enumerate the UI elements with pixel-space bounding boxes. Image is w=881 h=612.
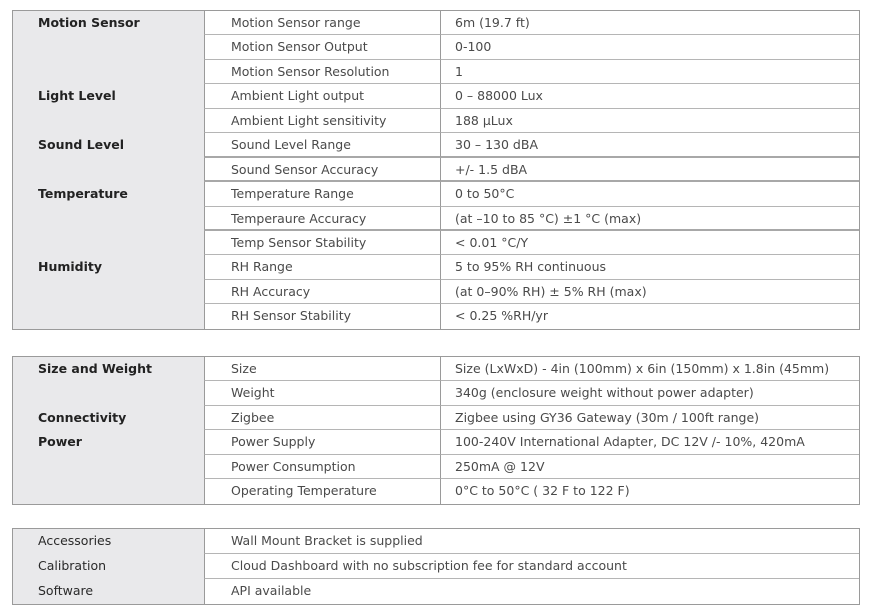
parameter-cell: Ambient Light output xyxy=(204,84,440,108)
parameter-cell: Temp Sensor Stability xyxy=(204,231,440,255)
category-label: Software xyxy=(38,583,94,598)
parameter-cell: Power Supply xyxy=(204,430,440,454)
table-row xyxy=(13,280,859,304)
table-row xyxy=(13,60,859,84)
category-label: Sound Level xyxy=(38,137,125,153)
value-cell: 0-100 xyxy=(440,35,859,59)
category-label: Power xyxy=(38,434,82,450)
parameter-cell: Cloud Dashboard with no subscription fee for standard account xyxy=(204,554,859,579)
category-label: Accessories xyxy=(38,533,112,548)
value-cell: 6m (19.7 ft) xyxy=(440,11,859,35)
physical-specs-table xyxy=(12,356,860,505)
category-label: Connectivity xyxy=(38,409,127,425)
table-row xyxy=(13,406,859,430)
table-row xyxy=(13,479,859,503)
parameter-cell: RH Range xyxy=(204,255,440,279)
parameter-cell: Zigbee xyxy=(204,406,440,430)
parameter-cell: Temperature Range xyxy=(204,182,440,206)
category-label: Light Level xyxy=(38,88,116,104)
category-label xyxy=(13,280,204,304)
category-label xyxy=(13,35,204,59)
table-row xyxy=(13,357,859,381)
table-row xyxy=(13,109,859,133)
value-cell: 250mA @ 12V xyxy=(440,455,859,479)
table-row xyxy=(13,231,859,255)
value-cell: 0°C to 50°C ( 32 F to 122 F) xyxy=(440,479,859,503)
parameter-cell: Weight xyxy=(204,381,440,405)
category-label xyxy=(13,479,204,503)
table-row xyxy=(13,158,859,182)
table-row xyxy=(13,381,859,405)
value-cell: 0 – 88000 Lux xyxy=(440,84,859,108)
parameter-cell: Operating Temperature xyxy=(204,479,440,503)
table-row xyxy=(13,11,859,35)
value-cell: 188 µLux xyxy=(440,109,859,133)
category-label xyxy=(13,304,204,328)
parameter-cell: Wall Mount Bracket is supplied xyxy=(204,529,859,554)
category-label xyxy=(13,381,204,405)
category-label: Motion Sensor xyxy=(38,15,140,30)
category-label: Humidity xyxy=(38,259,103,275)
value-cell: 100-240V International Adapter, DC 12V /- 10%, 420mA xyxy=(440,430,859,454)
category-label xyxy=(13,158,204,182)
table-row xyxy=(13,430,859,454)
table-row xyxy=(13,84,859,108)
value-cell: +/- 1.5 dBA xyxy=(440,158,859,182)
value-cell: 5 to 95% RH continuous xyxy=(440,255,859,279)
parameter-cell: Motion Sensor Resolution xyxy=(204,60,440,84)
category-label xyxy=(13,207,204,231)
table-row xyxy=(13,133,859,157)
value-cell: < 0.25 %RH/yr xyxy=(440,304,859,328)
parameter-cell: RH Accuracy xyxy=(204,280,440,304)
parameter-cell: Sound Sensor Accuracy xyxy=(204,158,440,182)
parameter-cell: Motion Sensor Output xyxy=(204,35,440,59)
category-label: Temperature xyxy=(38,186,128,202)
value-cell: < 0.01 °C/Y xyxy=(440,231,859,255)
extras-table xyxy=(12,528,860,605)
category-label xyxy=(13,231,204,255)
parameter-cell: API available xyxy=(204,579,859,604)
category-label xyxy=(13,109,204,133)
table-row xyxy=(13,255,859,279)
parameter-cell: Sound Level Range xyxy=(204,133,440,157)
value-cell: Zigbee using GY36 Gateway (30m / 100ft range) xyxy=(440,406,859,430)
value-cell: (at 0–90% RH) ± 5% RH (max) xyxy=(440,280,859,304)
table-row xyxy=(13,529,859,554)
parameter-cell: Temperaure Accuracy xyxy=(204,207,440,231)
table-row xyxy=(13,304,859,328)
table-row xyxy=(13,554,859,579)
value-cell: 0 to 50°C xyxy=(440,182,859,206)
table-row xyxy=(13,35,859,59)
parameter-cell: Motion Sensor range xyxy=(204,11,440,35)
table-row xyxy=(13,182,859,206)
value-cell: 340g (enclosure weight without power adapter) xyxy=(440,381,859,405)
value-cell: (at –10 to 85 °C) ±1 °C (max) xyxy=(440,207,859,231)
category-label: Calibration xyxy=(38,558,107,573)
value-cell: 30 – 130 dBA xyxy=(440,133,859,157)
value-cell: 1 xyxy=(440,60,859,84)
table-row xyxy=(13,579,859,604)
category-label: Size and Weight xyxy=(38,361,152,376)
category-label xyxy=(13,60,204,84)
table-row xyxy=(13,207,859,231)
value-cell: Size (LxWxD) - 4in (100mm) x 6in (150mm) x 1.8in (45mm) xyxy=(440,357,859,381)
parameter-cell: Ambient Light sensitivity xyxy=(204,109,440,133)
sensor-specs-table xyxy=(12,10,860,330)
table-row xyxy=(13,455,859,479)
parameter-cell: RH Sensor Stability xyxy=(204,304,440,328)
parameter-cell: Power Consumption xyxy=(204,455,440,479)
category-label xyxy=(13,455,204,479)
parameter-cell: Size xyxy=(204,357,440,381)
